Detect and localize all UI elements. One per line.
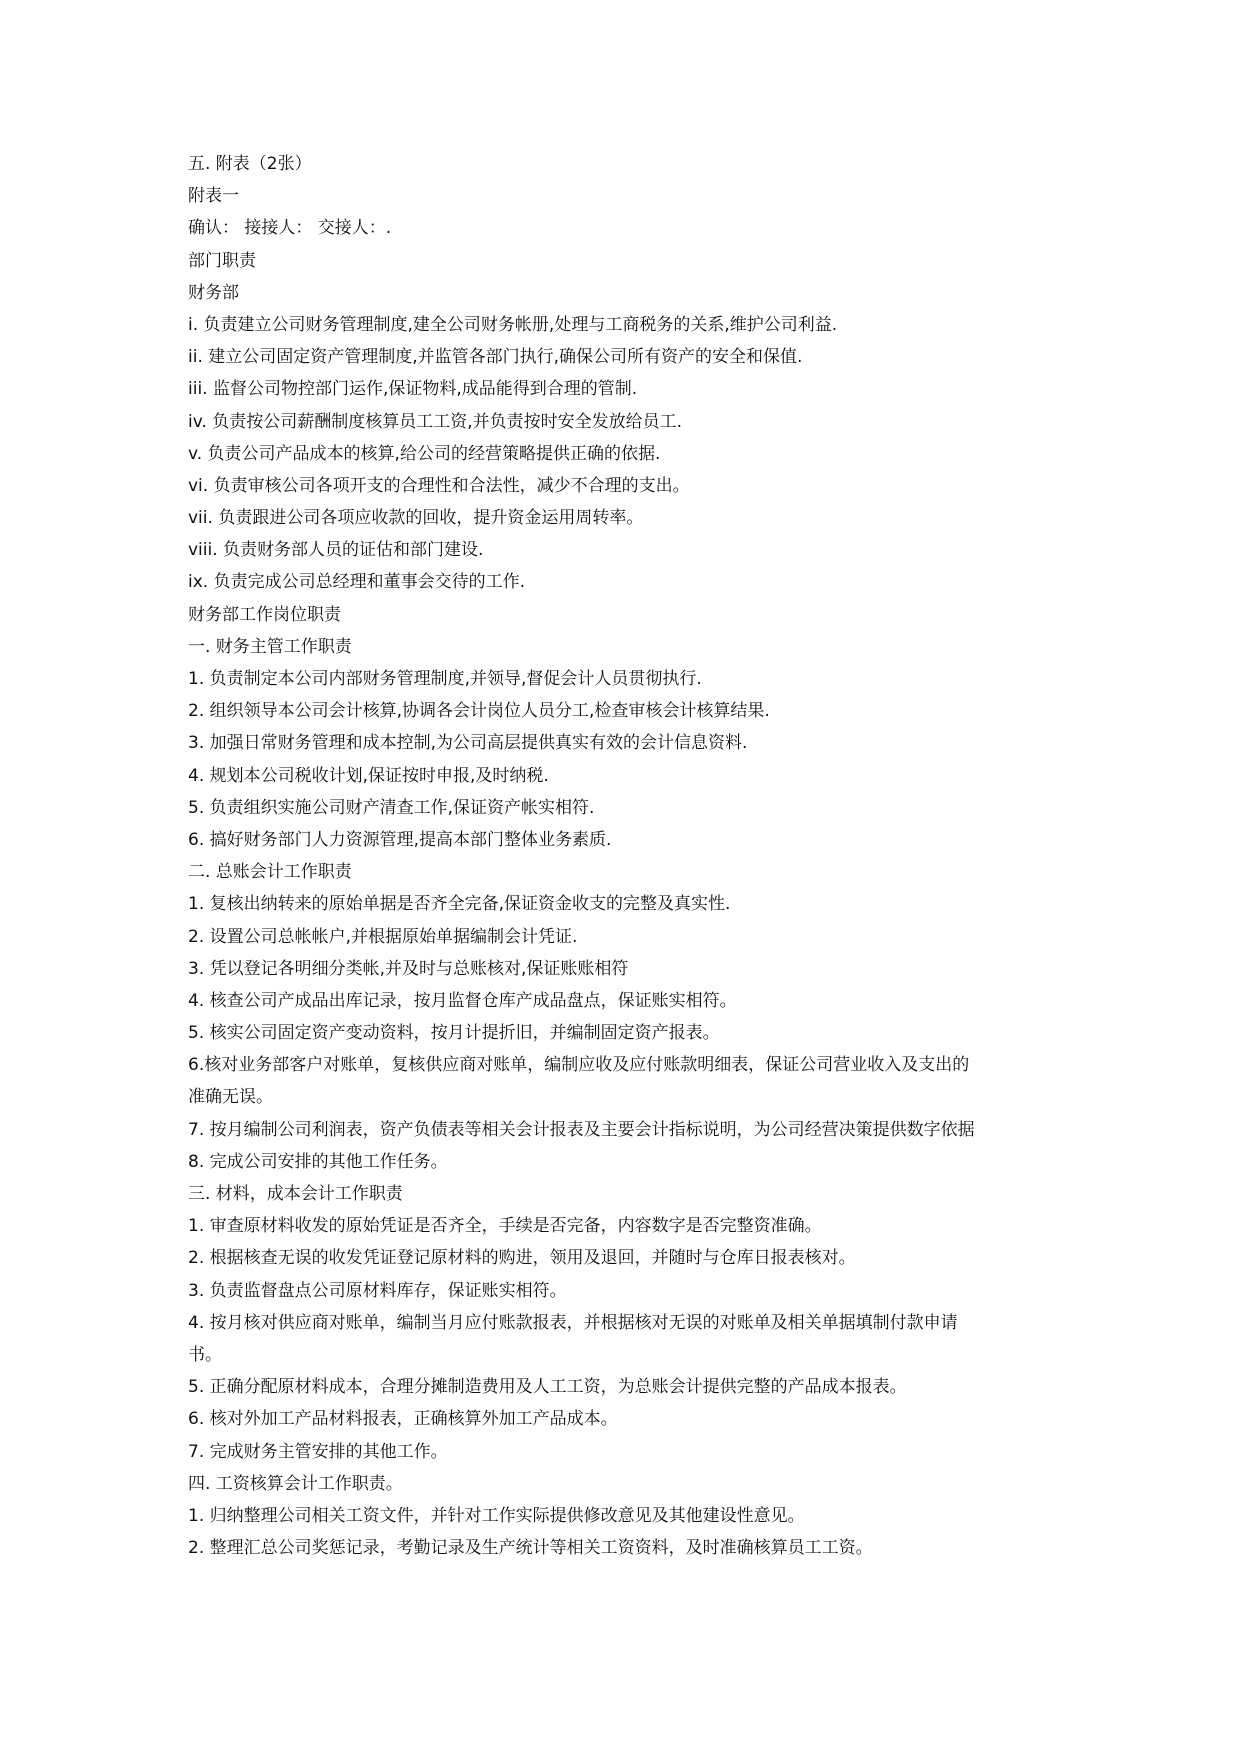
text-line: 1. 审查原材料收发的原始凭证是否齐全，手续是否完备，内容数字是否完整资准确。	[188, 1216, 822, 1237]
text-line: 2. 整理汇总公司奖惩记录，考勤记录及生产统计等相关工资资料，及时准确核算员工工资。	[188, 1538, 873, 1559]
text-line: 财务部	[188, 282, 239, 303]
text-line: 6. 搞好财务部门人力资源管理,提高本部门整体业务素质.	[188, 829, 612, 850]
text-line: iii. 监督公司物控部门运作,保证物料,成品能得到合理的管制.	[188, 379, 638, 400]
text-line: 6. 核对外加工产品材料报表，正确核算外加工产品成本。	[188, 1409, 618, 1430]
text-line: 2. 组织领导本公司会计核算,协调各会计岗位人员分工,检查审核会计核算结果.	[188, 701, 770, 722]
text-line: 4. 按月核对供应商对账单，编制当月应付账款报表，并根据核对无误的对账单及相关单据填制付款申请	[188, 1312, 958, 1333]
text-line: ix. 负责完成公司总经理和董事会交待的工作.	[188, 572, 525, 593]
text-line: 3. 负责监督盘点公司原材料库存，保证账实相符。	[188, 1280, 567, 1301]
text-line: 5. 核实公司固定资产变动资料，按月计提折旧，并编制固定资产报表。	[188, 1023, 720, 1044]
text-line: 二. 总账会计工作职责	[188, 862, 352, 883]
text-line: 2. 设置公司总帐帐户,并根据原始单据编制会计凭证.	[188, 926, 578, 947]
text-line: ii. 建立公司固定资产管理制度,并监管各部门执行,确保公司所有资产的安全和保值.	[188, 347, 803, 368]
text-line: 财务部工作岗位职责	[188, 604, 341, 625]
document-page	[188, 148, 1088, 1564]
text-line: 书。	[188, 1344, 222, 1365]
text-line: 7. 完成财务主管安排的其他工作。	[188, 1441, 448, 1462]
text-line: vii. 负责跟进公司各项应收款的回收，提升资金运用周转率。	[188, 508, 644, 529]
text-line: vi. 负责审核公司各项开支的合理性和合法性，减少不合理的支出。	[188, 475, 690, 496]
text-line: 部门职责	[188, 250, 256, 271]
text-line: 3. 凭以登记各明细分类帐,并及时与总账核对,保证账账相符	[188, 958, 629, 979]
text-line: iv. 负责按公司薪酬制度核算员工工资,并负责按时安全发放给员工.	[188, 411, 683, 432]
text-line: 三. 材料，成本会计工作职责	[188, 1184, 403, 1204]
text-line: 准确无误。	[188, 1087, 273, 1108]
text-line: 2. 根据核查无误的收发凭证登记原材料的购进，领用及退回，并随时与仓库日报表核对。	[188, 1248, 856, 1269]
text-line: 6.核对业务部客户对账单，复核供应商对账单，编制应收及应付账款明细表，保证公司营业收入及支出的	[188, 1055, 970, 1076]
text-line: i. 负责建立公司财务管理制度,建全公司财务帐册,处理与工商税务的关系,维护公司利益.	[188, 314, 838, 335]
text-line: 7. 按月编制公司利润表，资产负债表等相关会计报表及主要会计指标说明，为公司经营决策提供数字依据	[188, 1119, 975, 1140]
text-line: 8. 完成公司安排的其他工作任务。	[188, 1151, 448, 1172]
text-line: 4. 规划本公司税收计划,保证按时申报,及时纳税.	[188, 765, 549, 786]
text-line: 附表一	[188, 186, 239, 207]
text-line: 4. 核查公司产成品出库记录，按月监督仓库产成品盘点，保证账实相符。	[188, 990, 737, 1011]
text-line: 五. 附表（2张）	[188, 154, 312, 174]
text-line: viii. 负责财务部人员的证估和部门建设.	[188, 540, 484, 561]
text-line: 1. 负责制定本公司内部财务管理制度,并领导,督促会计人员贯彻执行.	[188, 669, 702, 689]
text-line: 1. 复核出纳转来的原始单据是否齐全完备,保证资金收支的完整及真实性.	[188, 894, 731, 915]
text-line: 5. 负责组织实施公司财产清查工作,保证资产帐实相符.	[188, 797, 595, 818]
text-line: 一. 财务主管工作职责	[188, 636, 352, 657]
text-line: v. 负责公司产品成本的核算,给公司的经营策略提供正确的依据.	[188, 443, 661, 464]
text-line: 确认： 接接人： 交接人：.	[188, 218, 392, 239]
text-line: 3. 加强日常财务管理和成本控制,为公司高层提供真实有效的会计信息资料.	[188, 733, 748, 754]
text-line: 1. 归纳整理公司相关工资文件，并针对工作实际提供修改意见及其他建设性意见。	[188, 1505, 805, 1526]
text-line: 四. 工资核算会计工作职责。	[188, 1473, 403, 1494]
text-line: 5. 正确分配原材料成本，合理分摊制造费用及人工工资，为总账会计提供完整的产品成本报表。	[188, 1377, 907, 1398]
